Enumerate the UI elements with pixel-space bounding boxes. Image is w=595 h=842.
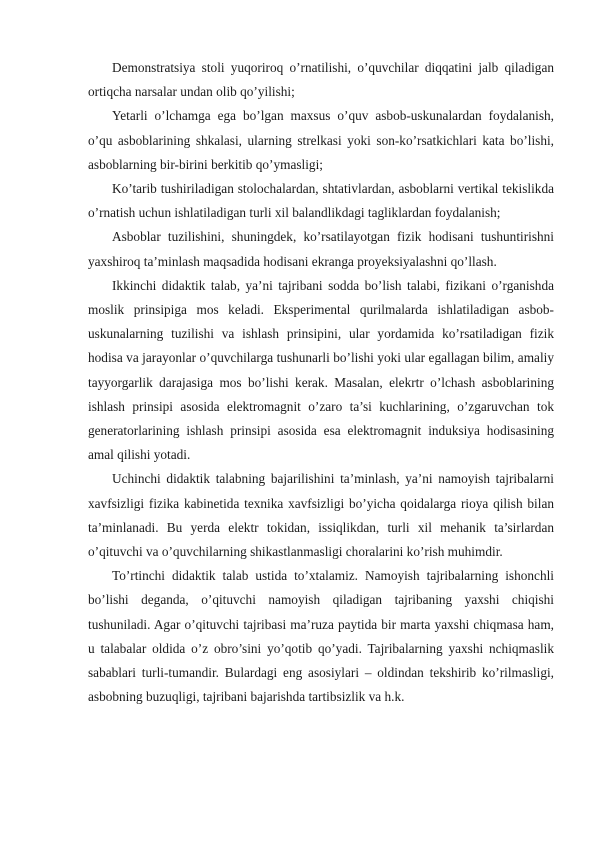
paragraph-third-didactic-requirement: Uchinchi didaktik talabning bajarilishini ta’minlash, ya’ni namoyish tajribalarni xavfsizligi fizika kabinetida texnika xavfsizligi bo’yicha qoidalarga rioya qilish bilan ta’minlanadi. Bu yerda elektr tokidan, issiqlikdan, turli xil mehanik ta’sirlardan o’qituvchi va o’quvchilarning shikastlanmasligi choralarini ko’rish muhimdir. — [88, 471, 554, 560]
paragraph-fourth-didactic-requirement: To’rtinchi didaktik talab ustida to’xtalamiz. Namoyish tajribalarning ishonchli bo’lishi deganda, o’qituvchi namoyish qiladigan tajribaning yaxshi chiqishi tushuniladi. Agar o’qituvchi tajribasi ma’ruza paytida bir marta yaxshi chiqmasa ham, u talabalar oldida o’z obro’sini yo’qotib qo’yadi. Tajribalarning yaxshi nchiqmaslik sabablari turli-tumandir. Bulardagi eng asosiylari – oldindan tekshirib ko’rilmasligi, asbobning buzuqligi, tajribani bajarishda tartibsizlik va h.k. — [88, 568, 554, 705]
paragraph-demonstration-table: Demonstratsiya stoli yuqoriroq o’rnatilishi, o’quvchilar diqqatini jalb qiladigan ortiqcha narsalar undan olib qo’yilishi; — [88, 60, 554, 100]
paragraph-special-equipment: Yetarli o’lchamga ega bo’lgan maxsus o’quv asbob-uskunalardan foydalanish, o’qu asboblarining shkalasi, ularning strelkasi yoki son-ko’rsatkichlari kata bo’lishi, asboblarning bir-birini berkitib qo’ymasligi; — [88, 108, 554, 172]
paragraph-lifting-tables: Ko’tarib tushiriladigan stolochalardan, shtativlardan, asboblarni vertikal tekislikda o’rnatish uchun ishlatiladigan turli xil balandlikdagi tagliklardan foydalanish; — [88, 181, 554, 221]
document-body — [88, 56, 554, 709]
paragraph-second-didactic-requirement: Ikkinchi didaktik talab, ya’ni tajribani sodda bo’lish talabi, fizikani o’rganishda moslik prinsipiga mos keladi. Eksperimental qurilmalarda ishlatiladigan asbob-uskunalarning tuzilishi va ishlash prinsipini, ular yordamida ko’rsatiladigan fizik hodisa va jarayonlar o’quvchilarga tushunarli bo’lishi yoki ular egallagan bilim, amaliy tayyorgarlik darajasiga mos bo’lishi kerak. Masalan, elekrtr o’lchash asboblarining ishlash prinsipi asosida elektromagnit o’zaro ta’si kuchlarining, o’zgaruvchan tok generatorlarining ishlash prinsipi asosida esa elektromagnit induksiya hodisasining amal qilishi yotadi. — [88, 277, 554, 463]
paragraph-screen-projection: Asboblar tuzilishini, shuningdek, ko’rsatilayotgan fizik hodisani tushuntirishni yaxshiroq ta’minlash maqsadida hodisani ekranga proyeksiyalashni qo’llash. — [88, 229, 554, 269]
